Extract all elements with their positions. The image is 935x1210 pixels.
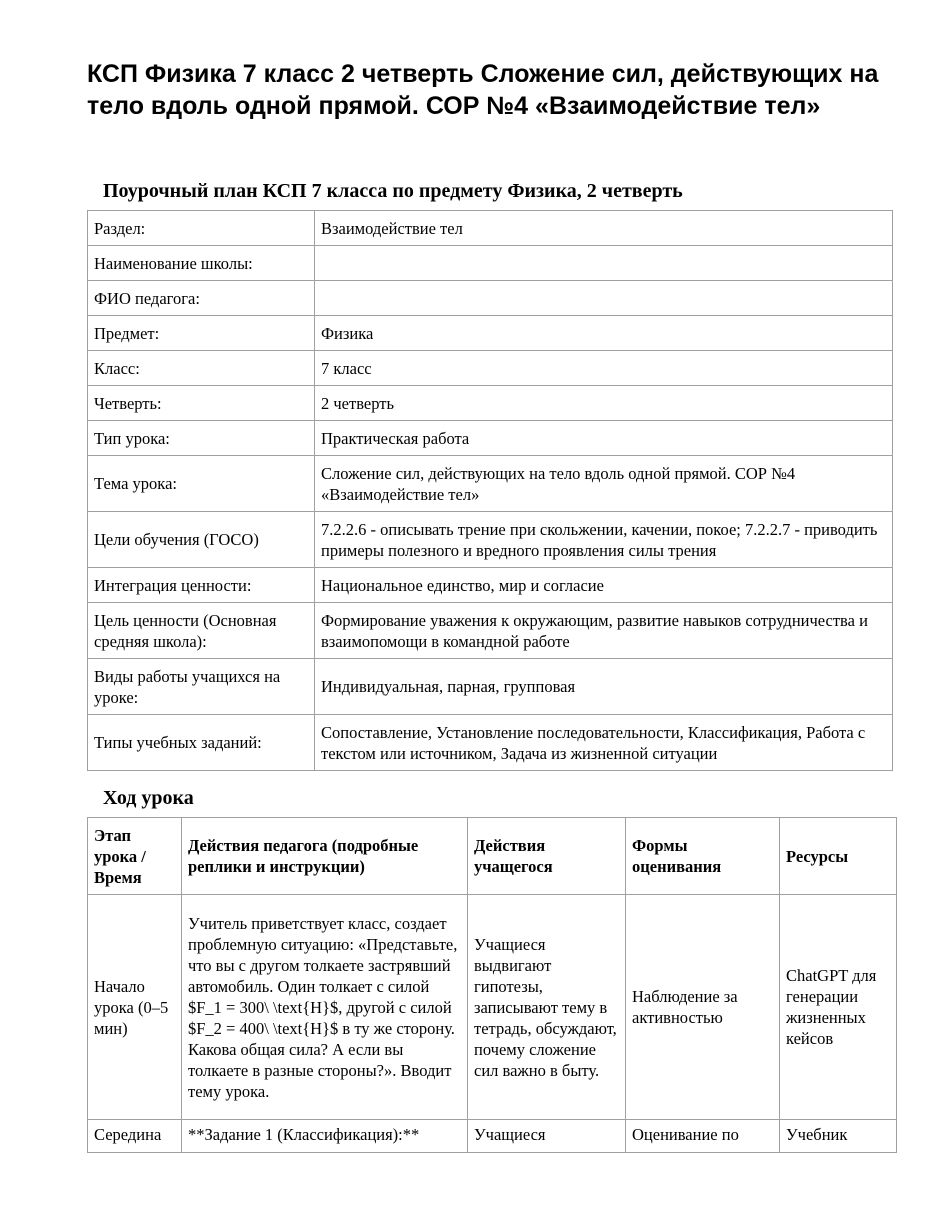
table-row [88,568,893,603]
info-label: Тип урока: [88,421,315,456]
info-value: Физика [315,316,893,351]
lesson-flow-table [87,817,897,1153]
table-row [88,386,893,421]
assessment-cell: Наблюдение за активностью [626,895,780,1120]
table-row [88,512,893,568]
table-row [88,715,893,771]
info-value: Сложение сил, действующих на тело вдоль одной прямой. СОР №4 «Взаимодействие тел» [315,456,893,512]
info-value [315,281,893,316]
plan-heading: Поурочный план КСП 7 класса по предмету Физика, 2 четверть [103,180,683,202]
info-label: Раздел: [88,211,315,246]
lesson-heading: Ход урока [103,787,194,809]
info-label: Тема урока: [88,456,315,512]
info-label: Интеграция ценности: [88,568,315,603]
stage-cell: Начало урока (0–5 мин) [88,895,182,1120]
table-row [88,281,893,316]
table-row [88,316,893,351]
info-value: Индивидуальная, парная, групповая [315,659,893,715]
table-header-row [88,818,897,895]
teacher-actions-cell: **Задание 1 (Классификация):** [182,1120,468,1153]
info-value: Сопоставление, Установление последовательности, Классификация, Работа с текстом или источником, Задача из жизненной ситуации [315,715,893,771]
student-actions-cell: Учащиеся [468,1120,626,1153]
lesson-info-table [87,210,893,771]
info-label: Типы учебных заданий: [88,715,315,771]
info-value [315,246,893,281]
table-row [88,1120,897,1153]
table-row [88,659,893,715]
info-value: 7 класс [315,351,893,386]
info-label: Цель ценности (Основная средняя школа): [88,603,315,659]
info-value: Взаимодействие тел [315,211,893,246]
table-row [88,351,893,386]
info-label: ФИО педагога: [88,281,315,316]
document-title: КСП Физика 7 класс 2 четверть Сложение сил, действующих на тело вдоль одной прямой. СОР №4 «Взаимодействие тел» [87,60,879,120]
table-row [88,895,897,1120]
info-label: Предмет: [88,316,315,351]
info-value: 7.2.2.6 - описывать трение при скольжении, качении, покое; 7.2.2.7 - приводить примеры полезного и вредного проявления силы трения [315,512,893,568]
info-label: Наименование школы: [88,246,315,281]
table-row [88,246,893,281]
info-label: Виды работы учащихся на уроке: [88,659,315,715]
table-row [88,211,893,246]
info-value: Национальное единство, мир и согласие [315,568,893,603]
table-row [88,421,893,456]
info-value: Практическая работа [315,421,893,456]
info-label: Класс: [88,351,315,386]
teacher-actions-cell: Учитель приветствует класс, создает проблемную ситуацию: «Представьте, что вы с другом толкаете застрявший автомобиль. Один толкает с силой $F_1 = 300\ \text{H}$, другой с силой $F_2 = 400\ \text{H}$ в ту же сторону. Какова общая сила? А если вы толкаете в разные стороны?». Вводит тему урока. [182,895,468,1120]
table-row [88,456,893,512]
column-header-resources: Ресурсы [780,818,897,895]
student-actions-cell: Учащиеся выдвигают гипотезы, записывают тему в тетрадь, обсуждают, почему сложение сил важно в быту. [468,895,626,1120]
column-header-student-actions: Действия учащегося [468,818,626,895]
info-label: Четверть: [88,386,315,421]
table-row [88,603,893,659]
column-header-stage: Этап урока / Время [88,818,182,895]
resources-cell: Учебник [780,1120,897,1153]
info-value: Формирование уважения к окружающим, развитие навыков сотрудничества и взаимопомощи в командной работе [315,603,893,659]
stage-cell: Середина [88,1120,182,1153]
resources-cell: ChatGPT для генерации жизненных кейсов [780,895,897,1120]
column-header-assessment: Формы оценивания [626,818,780,895]
info-label: Цели обучения (ГОСО) [88,512,315,568]
column-header-teacher-actions: Действия педагога (подробные реплики и инструкции) [182,818,468,895]
info-value: 2 четверть [315,386,893,421]
assessment-cell: Оценивание по [626,1120,780,1153]
